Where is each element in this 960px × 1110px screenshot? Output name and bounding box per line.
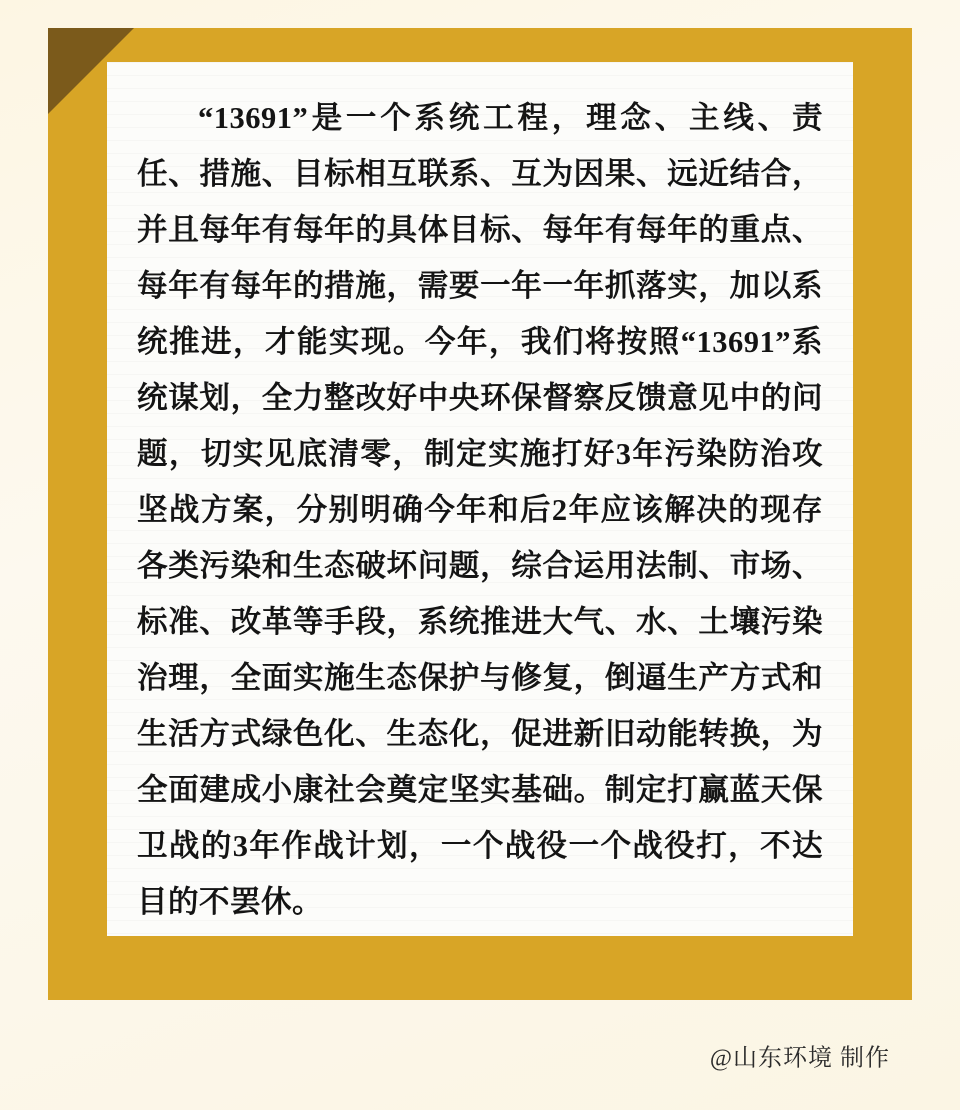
document-body-text: “13691”是一个系统工程，理念、主线、责任、措施、目标相互联系、互为因果、远近结合，并且每年有每年的具体目标、每年有每年的重点、每年有每年的措施，需要一年一年抓落实，加以系统推进，才能实现。今年，我们将按照“13691”系统谋划，全力整改好中央环保督察反馈意见中的问题，切实见底清零，制定实施打好3年污染防治攻坚战方案，分别明确今年和后2年应该解决的现存各类污染和生态破坏问题，综合运用法制、市场、标准、改革等手段，系统推进大气、水、土壤污染治理，全面实施生态保护与修复，倒逼生产方式和生活方式绿色化、生态化，促进新旧动能转换，为全面建成小康社会奠定坚实基础。制定打赢蓝天保卫战的3年作战计划，一个战役一个战役打，不达目的不罢休。 xyxy=(137,101,823,919)
text-card xyxy=(107,62,853,936)
credit-line: @山东环境 制作 xyxy=(709,1045,890,1072)
